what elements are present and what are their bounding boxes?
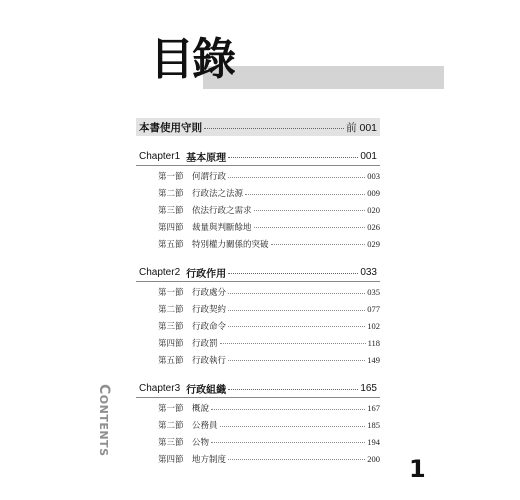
chapter-title: 基本原理 (186, 153, 227, 164)
preface-label: 本書使用守則 (139, 121, 202, 134)
section-number: 第二節 (158, 305, 184, 316)
chapter-title: 行政作用 (186, 268, 227, 280)
dot-leader (220, 343, 366, 344)
dot-leader (211, 442, 365, 443)
section-title: 行政執行 (192, 355, 227, 366)
toc-preface-row[interactable] (136, 118, 380, 136)
section-page: 009 (367, 188, 380, 199)
section-number: 第四節 (158, 454, 184, 465)
toc-section-row[interactable] (136, 450, 380, 467)
toc-section-row[interactable] (136, 318, 380, 335)
side-label-initial: C (96, 384, 112, 395)
toc-section-row[interactable] (136, 434, 380, 451)
section-number: 第一節 (158, 288, 184, 299)
section-title: 裁量與判斷餘地 (192, 222, 252, 233)
section-title: 依法行政之需求 (192, 205, 252, 216)
section-page: 194 (367, 436, 380, 447)
section-page: 020 (367, 204, 380, 215)
chapter-page: 033 (360, 266, 377, 278)
spacer (136, 368, 380, 380)
toc-chapter-row[interactable] (136, 148, 380, 166)
dot-leader (271, 244, 366, 245)
section-title: 何謂行政 (192, 172, 227, 183)
table-of-contents (136, 118, 380, 467)
chapter-number: Chapter1 (139, 151, 181, 162)
section-number: 第三節 (158, 437, 184, 448)
section-title: 行政法之法源 (192, 189, 244, 200)
toc-section-row[interactable] (136, 202, 380, 219)
toc-section-row[interactable] (136, 284, 380, 301)
section-number: 第四節 (158, 222, 184, 233)
dot-leader (228, 326, 365, 327)
dot-leader (220, 426, 366, 427)
section-page: 102 (367, 320, 380, 331)
section-number: 第一節 (158, 404, 184, 415)
chapter-page: 165 (360, 382, 377, 394)
toc-section-row[interactable] (136, 334, 380, 351)
page-number: 1 (409, 455, 426, 483)
toc-chapter-row[interactable] (136, 264, 380, 282)
section-title: 公物 (192, 437, 210, 448)
section-number: 第三節 (158, 205, 184, 216)
dot-leader (228, 157, 358, 158)
toc-section-row[interactable] (136, 417, 380, 434)
dot-leader (228, 360, 365, 361)
section-number: 第三節 (158, 321, 184, 332)
section-title: 行政契約 (192, 305, 227, 316)
dot-leader (228, 273, 358, 274)
section-title: 地方制度 (192, 454, 227, 465)
toc-section-row[interactable] (136, 218, 380, 235)
section-page: 077 (367, 304, 380, 315)
toc-section-row[interactable] (136, 185, 380, 202)
section-title: 特別權力關係的突破 (192, 239, 269, 250)
dot-leader (245, 194, 365, 195)
preface-page: 前 001 (346, 121, 377, 134)
section-page: 185 (367, 420, 380, 431)
section-page: 026 (367, 221, 380, 232)
section-title: 公務員 (192, 421, 218, 432)
section-number: 第二節 (158, 189, 184, 200)
chapter-title: 行政組織 (186, 384, 227, 396)
section-page: 003 (367, 171, 380, 182)
section-page: 200 (367, 453, 380, 464)
chapter-list (136, 136, 380, 467)
contents-side-label (96, 384, 112, 457)
section-title: 行政命令 (192, 321, 227, 332)
toc-section-row[interactable] (136, 400, 380, 417)
dot-leader (228, 310, 365, 311)
section-page: 118 (367, 337, 380, 348)
toc-section-row[interactable] (136, 301, 380, 318)
section-title: 概說 (192, 404, 210, 415)
page-title: 目錄 (150, 34, 234, 85)
toc-section-row[interactable] (136, 351, 380, 368)
chapter-page: 001 (360, 151, 377, 162)
dot-leader (228, 177, 365, 178)
dot-leader (228, 459, 365, 460)
section-number: 第五節 (158, 239, 184, 250)
section-number: 第五節 (158, 355, 184, 366)
dot-leader (228, 389, 358, 390)
dot-leader (254, 210, 366, 211)
section-page: 029 (367, 238, 380, 249)
spacer (136, 136, 380, 148)
section-title: 行政罰 (192, 338, 218, 349)
section-number: 第一節 (158, 172, 184, 183)
toc-section-row[interactable] (136, 235, 380, 252)
chapter-number: Chapter3 (139, 382, 181, 394)
dot-leader (204, 128, 344, 129)
title-band (203, 66, 444, 89)
side-label-rest: ONTENTS (97, 394, 110, 457)
dot-leader (211, 409, 365, 410)
dot-leader (254, 227, 366, 228)
section-page: 167 (367, 403, 380, 414)
section-page: 035 (367, 287, 380, 298)
chapter-number: Chapter2 (139, 266, 181, 278)
section-title: 行政處分 (192, 288, 227, 299)
section-number: 第四節 (158, 338, 184, 349)
toc-section-row[interactable] (136, 168, 380, 185)
section-number: 第二節 (158, 421, 184, 432)
spacer (136, 252, 380, 264)
dot-leader (228, 293, 365, 294)
toc-chapter-row[interactable] (136, 380, 380, 398)
section-page: 149 (367, 354, 380, 365)
